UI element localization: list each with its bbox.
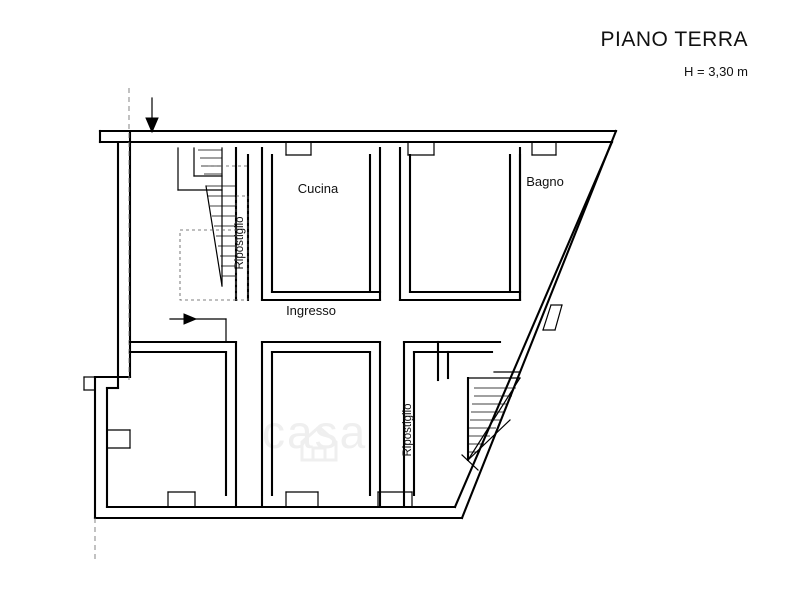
room-label-bagno: Bagno [526,174,564,189]
page-title: PIANO TERRA [600,28,748,51]
room-label-cucina: Cucina [297,181,339,196]
room-label-ripostiglio-2: Ripostiglio [402,403,414,457]
room-label-ingresso: Ingresso [286,303,336,318]
ceiling-height-note: H = 3,30 m [684,64,748,79]
watermark-text: casa [262,406,368,458]
dashed-reference-lines [95,88,129,560]
entry-arrow-left [170,314,226,342]
outer-walls [95,131,616,518]
left-facade-details [84,142,562,507]
entry-arrow-top [146,98,158,132]
room-labels [234,174,564,457]
interior-walls [130,148,520,507]
room-label-ripostiglio-1: Ripostiglio [234,216,246,270]
